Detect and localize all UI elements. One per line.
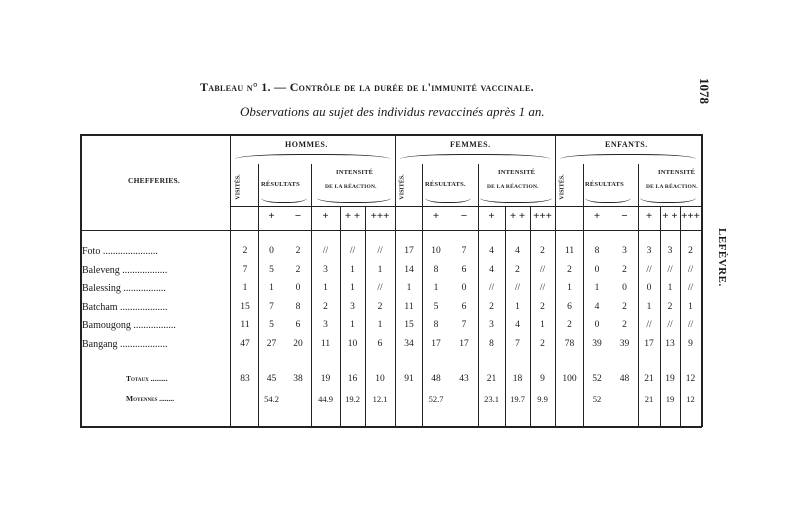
sub-brace: [585, 198, 631, 203]
table-cell: 2: [295, 264, 301, 275]
table-left-border: [80, 134, 82, 427]
table-cell: 2: [515, 264, 520, 275]
table-cell: 15: [404, 320, 414, 330]
table-right-border: [701, 134, 703, 427]
column-divider: [311, 164, 312, 427]
resultats-label: RÉSULTATS: [261, 181, 300, 188]
table-cell: 4: [594, 301, 600, 312]
table-cell: 2: [295, 246, 301, 256]
totaux-cell: 12: [685, 374, 696, 384]
table-cell: 6: [461, 264, 467, 275]
table-cell: 1: [667, 283, 673, 293]
table-cell: 1: [377, 264, 383, 275]
visites-label: VISITÉS.: [559, 174, 566, 200]
table-cell: //: [539, 283, 546, 293]
table-cell: 1: [350, 264, 355, 275]
table-cell: 3: [667, 246, 673, 256]
totaux-cell: 91: [404, 374, 414, 384]
column-divider: [258, 164, 259, 427]
table-cell: 1: [350, 320, 355, 330]
sign-label: +++: [681, 210, 700, 222]
table-cell: //: [377, 283, 383, 293]
table-cell: 0: [594, 320, 600, 330]
table-cell: //: [488, 283, 495, 293]
table-cell: 1: [350, 283, 355, 293]
table-cell: 1: [377, 320, 383, 330]
table-top-border: [80, 134, 702, 136]
table-cell: 17: [459, 338, 469, 349]
moyennes-cell: 23.1: [484, 394, 499, 404]
table-cell: 1: [515, 301, 520, 312]
table-cell: 8: [295, 301, 301, 312]
reaction-label: DE LA RÉACTION.: [325, 184, 377, 190]
table-cell: 2: [489, 301, 494, 312]
table-cell: //: [539, 264, 546, 275]
resultats-label: RÉSULTATS: [585, 181, 624, 188]
table-cell: 7: [461, 320, 467, 330]
table-cell: 1: [323, 283, 328, 293]
row-label-bamougong: Bamougong .................: [82, 320, 176, 331]
totaux-cell: 48: [619, 374, 630, 384]
moyennes-label: Moyennes ........: [126, 394, 175, 403]
resultats-label: RÉSULTATS.: [425, 181, 466, 188]
table-cell: 5: [269, 320, 274, 330]
table-cell: 8: [433, 320, 439, 330]
totaux-cell: 9: [540, 374, 545, 384]
table-cell: //: [349, 246, 356, 256]
table-cell: //: [687, 320, 694, 330]
table-cell: 7: [461, 246, 467, 256]
table-cell: 39: [592, 338, 602, 349]
table-cell: 8: [433, 264, 439, 275]
totaux-cell: 19: [320, 374, 331, 384]
table-cell: 1: [567, 283, 572, 293]
table-cell: 1: [646, 301, 652, 312]
column-divider: [638, 164, 639, 427]
moyennes-cell: 54.2: [264, 394, 279, 404]
table-cell: 13: [665, 338, 675, 349]
table-cell: 2: [622, 301, 627, 312]
moyennes-cell: 12.1: [372, 394, 388, 404]
table-cell: 3: [323, 264, 328, 275]
table-subtitle: Observations au sujet des individus revaccinés après 1 an.: [240, 104, 545, 119]
table-cell: 8: [489, 338, 494, 349]
sign-label: +: [593, 210, 601, 222]
sign-label: +: [488, 210, 495, 222]
group-title-femmes: FEMMES.: [450, 140, 491, 149]
author-name: LEFÈVRE.: [716, 228, 728, 287]
totaux-cell: 43: [459, 374, 469, 384]
table-cell: 2: [323, 301, 328, 312]
table-cell: 2: [540, 246, 545, 256]
table-cell: 4: [515, 320, 520, 330]
table-cell: 7: [515, 338, 520, 349]
moyennes-cell: 12: [686, 394, 695, 404]
row-header-divider: [230, 134, 231, 427]
sign-label: + +: [509, 210, 526, 222]
intensite-label: INTENSITÉ: [498, 169, 536, 176]
totaux-cell: 48: [431, 374, 441, 384]
totaux-cell: 52: [592, 374, 602, 384]
sub-brace: [480, 198, 552, 203]
table-cell: 6: [567, 301, 572, 312]
table-cell: 8: [594, 246, 600, 256]
visites-label: VISITÉS.: [235, 174, 242, 200]
sign-label: +++: [370, 210, 390, 222]
table-cell: 0: [461, 283, 467, 293]
moyennes-cell: 9.9: [537, 394, 548, 404]
totaux-cell: 21: [644, 374, 654, 384]
table-cell: 39: [619, 338, 630, 349]
table-cell: 2: [688, 246, 693, 256]
group-title-enfants: ENFANTS.: [605, 140, 648, 149]
column-divider: [422, 164, 423, 427]
table-cell: 20: [293, 338, 303, 349]
row-label-bangang: Bangang ...................: [82, 338, 168, 350]
table-cell: //: [687, 264, 694, 275]
sign-label: −: [460, 210, 468, 222]
table-cell: //: [667, 264, 673, 275]
row-label-batcham: Batcham ...................: [82, 301, 168, 313]
table-cell: 2: [540, 301, 545, 312]
sub-brace: [261, 198, 307, 203]
table-cell: 4: [489, 264, 494, 275]
moyennes-cell: 52.7: [428, 394, 444, 404]
table-cell: 6: [461, 301, 467, 312]
moyennes-cell: 19: [665, 394, 675, 404]
page-number: 1078: [697, 78, 712, 104]
table-cell: //: [667, 320, 673, 330]
table-cell: 2: [567, 264, 572, 275]
sign-label: −: [294, 210, 302, 222]
sign-label: +: [322, 210, 329, 222]
table-cell: 1: [433, 283, 439, 293]
visites-label: VISITÉS.: [399, 174, 406, 200]
table-title: Tableau n° 1. — Contrôle de la durée de l'immunité vaccinale.: [200, 80, 534, 94]
moyennes-cell: 44.9: [318, 394, 333, 404]
intensite-label: INTENSITÉ: [336, 169, 374, 176]
totaux-cell: 38: [293, 374, 303, 384]
table-cell: 1: [540, 320, 545, 330]
table-cell: 78: [564, 338, 575, 349]
totaux-cell: 18: [512, 374, 523, 384]
totaux-cell: 10: [375, 374, 385, 384]
table-cell: 11: [240, 320, 250, 330]
group-title-hommes: HOMMES.: [285, 140, 328, 149]
table-cell: 10: [347, 338, 358, 349]
header-separator: [80, 230, 702, 231]
sub-brace: [640, 198, 696, 203]
table-cell: 17: [404, 246, 414, 256]
table-cell: 1: [406, 283, 412, 293]
sign-row-top: [231, 206, 701, 207]
column-divider: [583, 164, 584, 427]
table-cell: //: [687, 283, 694, 293]
sign-label: +: [268, 210, 275, 222]
table-cell: 0: [622, 283, 627, 293]
table-cell: //: [322, 246, 329, 256]
table-cell: 3: [323, 320, 328, 330]
row-header-label: CHEFFERIES.: [128, 176, 181, 185]
moyennes-cell: 21: [644, 394, 654, 404]
table-cell: 4: [489, 246, 494, 256]
moyennes-cell: 52: [592, 394, 602, 404]
table-cell: 6: [377, 338, 383, 349]
table-cell: 14: [404, 264, 414, 275]
moyennes-cell: 19.7: [510, 394, 525, 404]
totaux-label: Totaux .........: [126, 374, 168, 383]
group-brace: [400, 154, 550, 159]
table-cell: 2: [622, 264, 627, 275]
table-cell: 6: [295, 320, 301, 330]
table-cell: 5: [269, 264, 274, 275]
table-cell: 1: [269, 283, 274, 293]
intensite-label: INTENSITÉ: [658, 169, 696, 176]
table-cell: 0: [295, 283, 301, 293]
table-cell: 15: [240, 301, 250, 312]
moyennes-cell: 19.2: [345, 394, 360, 404]
table-cell: 1: [242, 283, 248, 293]
table-cell: 2: [242, 246, 248, 256]
sign-label: +++: [533, 210, 552, 222]
table-cell: 11: [564, 246, 575, 256]
table-cell: 4: [515, 246, 520, 256]
table-cell: 5: [433, 301, 439, 312]
table-cell: //: [377, 246, 383, 256]
table-cell: 9: [688, 338, 693, 349]
group-brace: [235, 154, 390, 159]
table-cell: //: [514, 283, 521, 293]
table-cell: 17: [644, 338, 654, 349]
table-cell: 27: [266, 338, 277, 349]
totaux-cell: 16: [347, 374, 358, 384]
sub-brace: [425, 198, 471, 203]
table-cell: 0: [269, 246, 274, 256]
reaction-label: DE LA RÉACTION.: [646, 184, 698, 190]
table-cell: 2: [667, 301, 673, 312]
table-cell: 0: [594, 264, 600, 275]
totaux-cell: 100: [562, 374, 577, 384]
group-brace: [560, 154, 696, 159]
table-cell: 17: [431, 338, 441, 349]
table-cell: 1: [688, 301, 693, 312]
table-cell: 11: [320, 338, 331, 349]
table-cell: 7: [269, 301, 274, 312]
table-bottom-border: [80, 426, 702, 428]
table-cell: 47: [240, 338, 250, 349]
table-cell: 2: [377, 301, 383, 312]
totaux-cell: 19: [665, 374, 675, 384]
table-cell: 1: [594, 283, 600, 293]
row-label-baleveng: Baleveng ..................: [82, 264, 168, 276]
table-cell: 3: [350, 301, 355, 312]
table-cell: 3: [646, 246, 652, 256]
table-cell: 11: [404, 301, 414, 312]
table-cell: 34: [404, 338, 414, 349]
table-cell: 0: [646, 283, 652, 293]
row-label-balessing: Balessing .................: [82, 283, 166, 294]
totaux-cell: 21: [486, 374, 497, 384]
column-divider: [478, 164, 479, 427]
sign-label: −: [621, 210, 628, 222]
table-cell: 2: [540, 338, 545, 349]
totaux-cell: 83: [240, 374, 250, 384]
reaction-label: DE LA RÉACTION.: [487, 184, 539, 190]
table-cell: //: [646, 320, 652, 330]
sign-label: +: [432, 210, 440, 222]
table-cell: 3: [489, 320, 494, 330]
sign-label: +: [645, 210, 653, 222]
table-cell: 2: [567, 320, 572, 330]
sub-brace: [317, 198, 391, 203]
table-cell: 10: [431, 246, 441, 256]
row-label-foto: Foto ......................: [82, 246, 158, 257]
table-cell: //: [646, 264, 652, 275]
table-cell: 7: [242, 264, 248, 275]
sign-label: + +: [344, 210, 361, 222]
vaccination-table: [80, 134, 702, 427]
table-cell: 3: [622, 246, 627, 256]
totaux-cell: 45: [266, 374, 277, 384]
sign-label: + +: [662, 210, 678, 222]
table-cell: 2: [622, 320, 627, 330]
